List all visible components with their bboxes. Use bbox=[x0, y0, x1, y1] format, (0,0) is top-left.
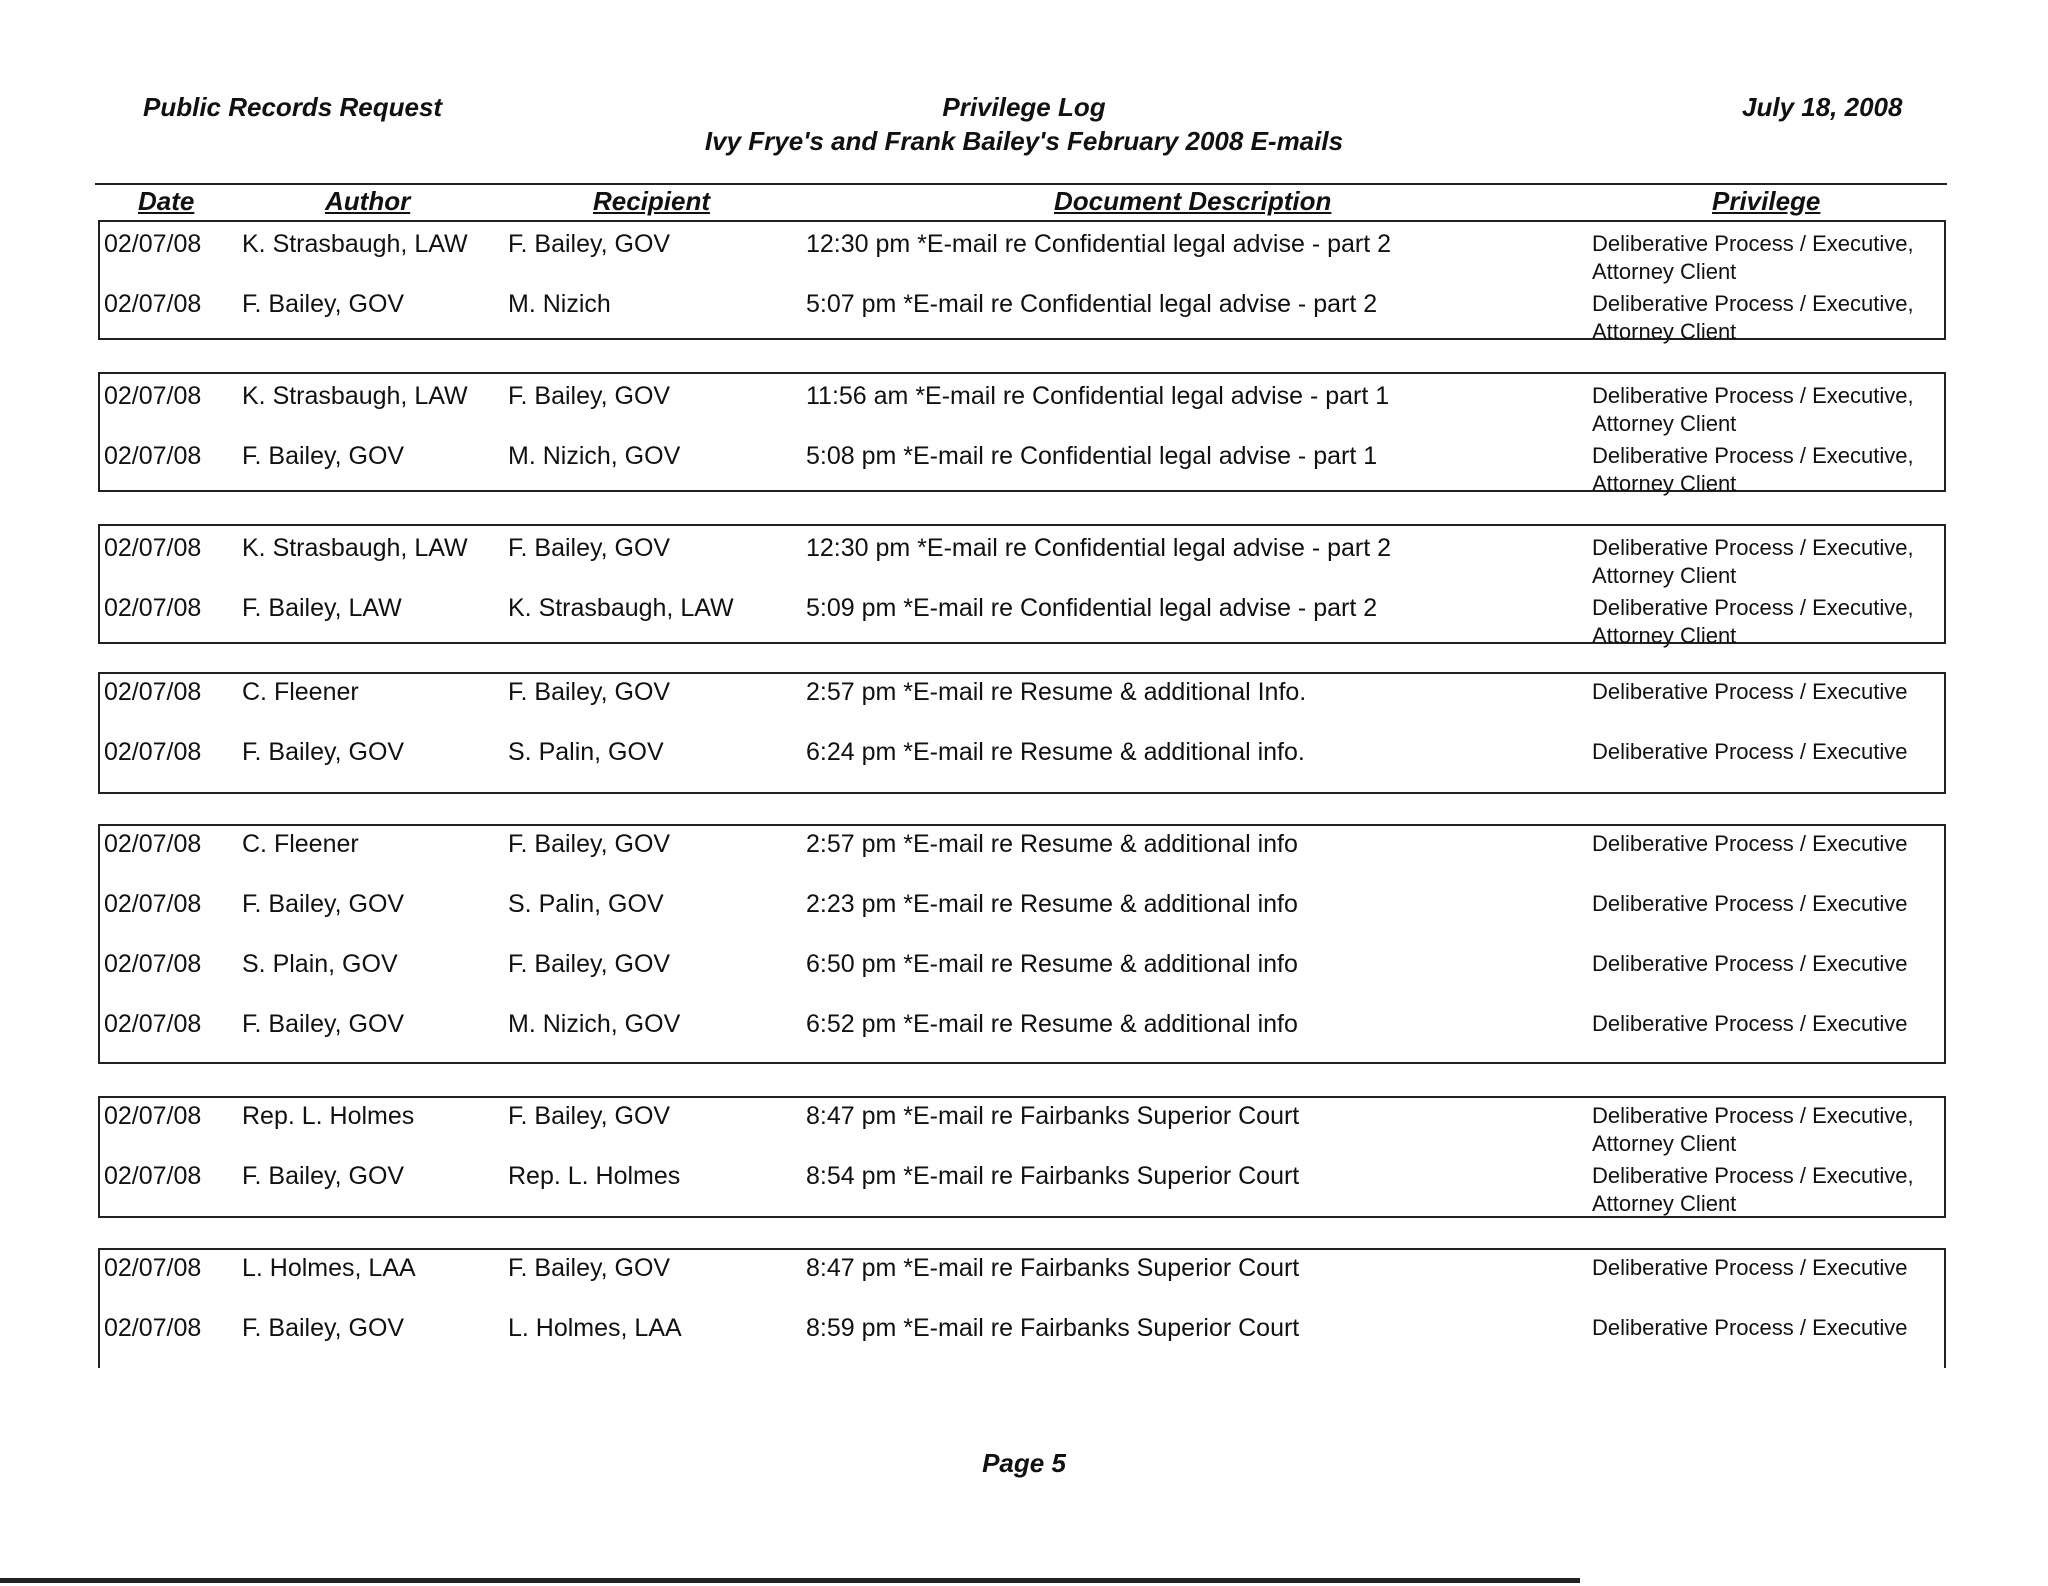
cell-recipient: F. Bailey, GOV bbox=[508, 830, 671, 858]
cell-date: 02/07/08 bbox=[104, 738, 202, 766]
cell-date: 02/07/08 bbox=[104, 290, 202, 318]
column-header-privilege: Privilege bbox=[1712, 186, 1821, 216]
cell-privilege: Deliberative Process / Executive, Attorney Client bbox=[1592, 1163, 1914, 1216]
cell-recipient: F. Bailey, GOV bbox=[508, 534, 671, 562]
cell-recipient: S. Palin, GOV bbox=[508, 890, 664, 918]
cell-author: K. Strasbaugh, LAW bbox=[242, 230, 468, 258]
cell-description: 8:47 pm *E-mail re Fairbanks Superior Court bbox=[806, 1102, 1300, 1130]
cell-privilege: Deliberative Process / Executive bbox=[1592, 951, 1908, 976]
cell-date: 02/07/08 bbox=[104, 1314, 202, 1342]
cell-date: 02/07/08 bbox=[104, 1162, 202, 1190]
cell-description: 5:08 pm *E-mail re Confidential legal advise - part 1 bbox=[806, 442, 1378, 470]
cell-author: C. Fleener bbox=[242, 678, 359, 706]
cell-author: K. Strasbaugh, LAW bbox=[242, 534, 468, 562]
cell-description: 6:52 pm *E-mail re Resume & additional info bbox=[806, 1010, 1298, 1038]
cell-description: 5:07 pm *E-mail re Confidential legal advise - part 2 bbox=[806, 290, 1378, 318]
cell-recipient: M. Nizich, GOV bbox=[508, 1010, 681, 1038]
cell-author: F. Bailey, GOV bbox=[242, 442, 405, 470]
cell-privilege: Deliberative Process / Executive bbox=[1592, 891, 1908, 916]
cell-recipient: K. Strasbaugh, LAW bbox=[508, 594, 734, 622]
log-group bbox=[98, 372, 1946, 496]
document-title: Privilege Log bbox=[942, 92, 1106, 122]
cell-recipient: F. Bailey, GOV bbox=[508, 678, 671, 706]
cell-recipient: F. Bailey, GOV bbox=[508, 230, 671, 258]
cell-author: Rep. L. Holmes bbox=[242, 1102, 415, 1130]
cell-privilege: Deliberative Process / Executive bbox=[1592, 831, 1908, 856]
column-header-description: Document Description bbox=[1054, 186, 1332, 216]
cell-description: 2:23 pm *E-mail re Resume & additional info bbox=[806, 890, 1298, 918]
cell-author: F. Bailey, LAW bbox=[242, 594, 402, 622]
header-left: Public Records Request bbox=[143, 92, 443, 122]
cell-author: K. Strasbaugh, LAW bbox=[242, 382, 468, 410]
cell-author: F. Bailey, GOV bbox=[242, 738, 405, 766]
cell-privilege: Deliberative Process / Executive bbox=[1592, 1315, 1908, 1340]
column-header-date: Date bbox=[138, 186, 195, 216]
cell-privilege: Deliberative Process / Executive, Attorney Client bbox=[1592, 535, 1914, 588]
cell-recipient: F. Bailey, GOV bbox=[508, 950, 671, 978]
cell-recipient: L. Holmes, LAA bbox=[508, 1314, 682, 1342]
cell-author: F. Bailey, GOV bbox=[242, 290, 405, 318]
cell-date: 02/07/08 bbox=[104, 1254, 202, 1282]
cell-author: S. Plain, GOV bbox=[242, 950, 398, 978]
cell-author: F. Bailey, GOV bbox=[242, 1010, 405, 1038]
cell-date: 02/07/08 bbox=[104, 442, 202, 470]
cell-date: 02/07/08 bbox=[104, 890, 202, 918]
cell-recipient: F. Bailey, GOV bbox=[508, 382, 671, 410]
log-group bbox=[98, 524, 1946, 648]
cell-recipient: F. Bailey, GOV bbox=[508, 1102, 671, 1130]
cell-date: 02/07/08 bbox=[104, 534, 202, 562]
document-subtitle: Ivy Frye's and Frank Bailey's February 2008 E-mails bbox=[704, 126, 1344, 156]
page-number: Page 5 bbox=[982, 1448, 1066, 1478]
cell-recipient: Rep. L. Holmes bbox=[508, 1162, 681, 1190]
column-header-author: Author bbox=[325, 186, 411, 216]
cell-description: 5:09 pm *E-mail re Confidential legal advise - part 2 bbox=[806, 594, 1378, 622]
cell-author: F. Bailey, GOV bbox=[242, 1314, 405, 1342]
cell-privilege: Deliberative Process / Executive, Attorney Client bbox=[1592, 383, 1914, 436]
cell-description: 8:54 pm *E-mail re Fairbanks Superior Court bbox=[806, 1162, 1300, 1190]
cell-privilege: Deliberative Process / Executive, Attorney Client bbox=[1592, 291, 1914, 344]
cell-date: 02/07/08 bbox=[104, 230, 202, 258]
cell-description: 8:59 pm *E-mail re Fairbanks Superior Court bbox=[806, 1314, 1300, 1342]
cell-recipient: F. Bailey, GOV bbox=[508, 1254, 671, 1282]
cell-privilege: Deliberative Process / Executive, Attorney Client bbox=[1592, 443, 1914, 496]
cell-privilege: Deliberative Process / Executive, Attorney Client bbox=[1592, 595, 1914, 648]
cell-author: L. Holmes, LAA bbox=[242, 1254, 416, 1282]
cell-recipient: M. Nizich bbox=[508, 290, 611, 318]
log-group bbox=[98, 1096, 1946, 1218]
cell-author: F. Bailey, GOV bbox=[242, 1162, 405, 1190]
header-date: July 18, 2008 bbox=[1742, 92, 1903, 122]
log-group bbox=[98, 1248, 1946, 1368]
cell-recipient: S. Palin, GOV bbox=[508, 738, 664, 766]
log-group bbox=[98, 824, 1946, 1064]
cell-date: 02/07/08 bbox=[104, 1010, 202, 1038]
cell-date: 02/07/08 bbox=[104, 382, 202, 410]
cell-description: 12:30 pm *E-mail re Confidential legal advise - part 2 bbox=[806, 230, 1392, 258]
log-group bbox=[98, 220, 1946, 344]
cell-date: 02/07/08 bbox=[104, 594, 202, 622]
cell-date: 02/07/08 bbox=[104, 1102, 202, 1130]
cell-privilege: Deliberative Process / Executive, Attorney Client bbox=[1592, 1103, 1914, 1156]
cell-author: F. Bailey, GOV bbox=[242, 890, 405, 918]
cell-recipient: M. Nizich, GOV bbox=[508, 442, 681, 470]
cell-description: 11:56 am *E-mail re Confidential legal advise - part 1 bbox=[806, 382, 1390, 410]
cell-privilege: Deliberative Process / Executive, Attorney Client bbox=[1592, 231, 1914, 284]
cell-description: 8:47 pm *E-mail re Fairbanks Superior Court bbox=[806, 1254, 1300, 1282]
cell-description: 2:57 pm *E-mail re Resume & additional info bbox=[806, 830, 1298, 858]
cell-privilege: Deliberative Process / Executive bbox=[1592, 679, 1908, 704]
bottom-rule bbox=[0, 1578, 1580, 1583]
cell-privilege: Deliberative Process / Executive bbox=[1592, 1011, 1908, 1036]
column-header-recipient: Recipient bbox=[593, 186, 711, 216]
cell-date: 02/07/08 bbox=[104, 950, 202, 978]
log-group bbox=[98, 672, 1946, 794]
cell-date: 02/07/08 bbox=[104, 678, 202, 706]
cell-description: 6:24 pm *E-mail re Resume & additional info. bbox=[806, 738, 1305, 766]
cell-description: 12:30 pm *E-mail re Confidential legal advise - part 2 bbox=[806, 534, 1392, 562]
cell-date: 02/07/08 bbox=[104, 830, 202, 858]
cell-author: C. Fleener bbox=[242, 830, 359, 858]
cell-description: 2:57 pm *E-mail re Resume & additional Info. bbox=[806, 678, 1307, 706]
cell-privilege: Deliberative Process / Executive bbox=[1592, 1255, 1908, 1280]
cell-description: 6:50 pm *E-mail re Resume & additional info bbox=[806, 950, 1298, 978]
cell-privilege: Deliberative Process / Executive bbox=[1592, 739, 1908, 764]
